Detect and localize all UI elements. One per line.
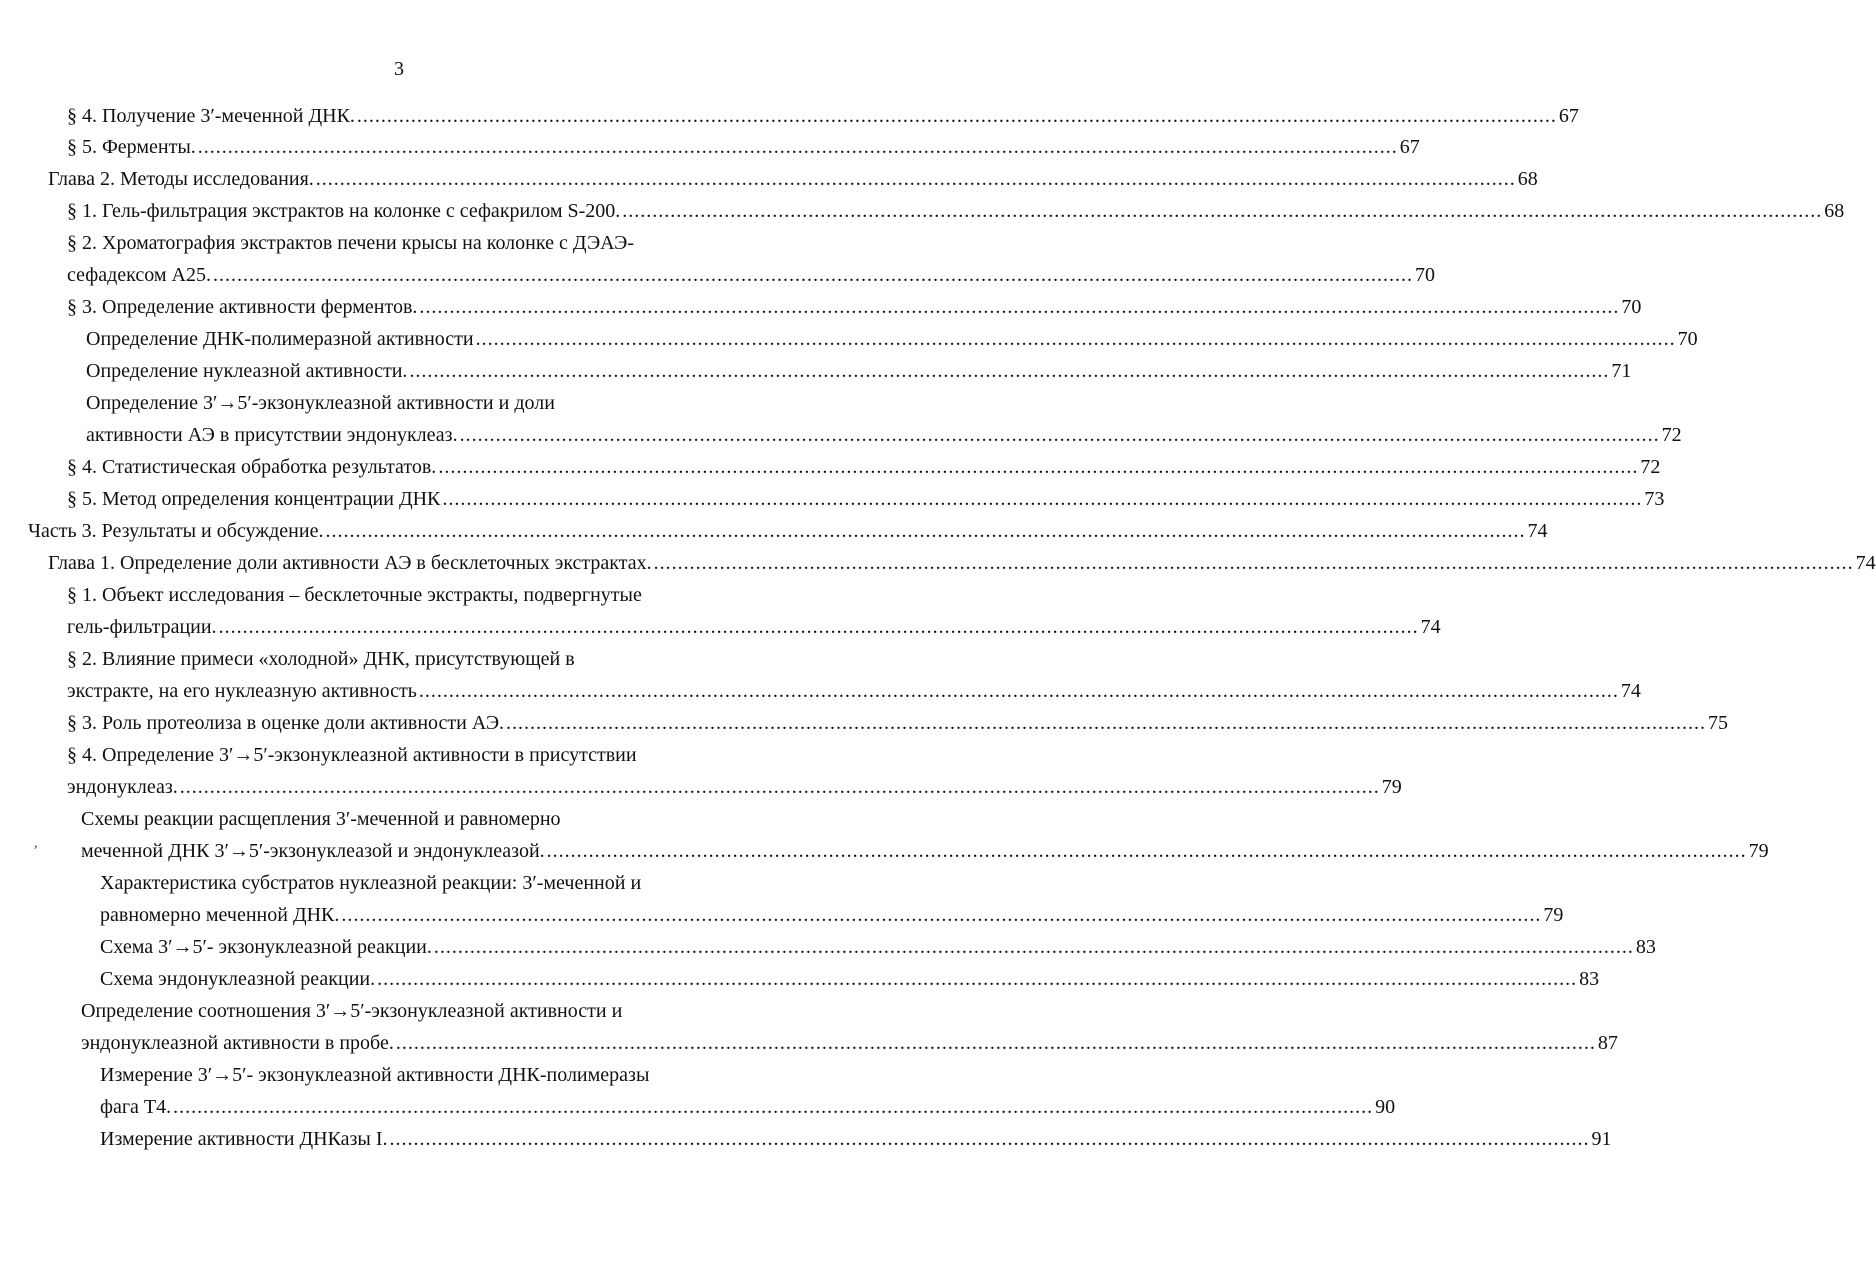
toc-entry-title: Определение ДНК-полимеразной активности xyxy=(86,328,474,350)
toc-entry-title: эндонуклеазной активности в пробе. xyxy=(81,1032,394,1054)
toc-entry xyxy=(67,453,1661,481)
dot-leader: ........................................................................................................................................................................................................ xyxy=(546,840,1747,862)
toc-entry-title: § 4. Определение 3′→5′-экзонуклеазной активности в присутствии xyxy=(67,744,637,766)
toc-entry xyxy=(100,1125,1612,1153)
dot-leader: ........................................................................................................................................................................................................ xyxy=(341,904,1542,926)
toc-entry-title: § 2. Влияние примеси «холодной» ДНК, присутствующей в xyxy=(67,648,575,670)
dot-leader: ........................................................................................................................................................................................................ xyxy=(419,296,1620,318)
toc-entry-title: равномерно меченной ДНК. xyxy=(100,904,340,926)
toc-entry-page: 70 xyxy=(1677,328,1698,350)
toc-entry xyxy=(67,677,1641,705)
toc-entry xyxy=(86,325,1698,353)
toc-entry xyxy=(67,741,637,769)
toc-entry-page: 74 xyxy=(1527,520,1548,542)
toc-entry-title: § 1. Гель-фильтрация экстрактов на колонке с сефакрилом S-200. xyxy=(67,200,621,222)
toc-entry-title: § 5. Метод определения концентрации ДНК xyxy=(67,488,441,510)
toc-entry-page: 90 xyxy=(1375,1096,1396,1118)
dot-leader: ........................................................................................................................................................................................................ xyxy=(459,424,1660,446)
toc-entry xyxy=(86,357,1632,385)
toc-entry-page: 74 xyxy=(1855,552,1876,574)
toc-entry-page: 68 xyxy=(1824,200,1845,222)
dot-leader: ........................................................................................................................................................................................................ xyxy=(356,105,1557,127)
dot-leader: ........................................................................................................................................................................................................ xyxy=(433,936,1634,958)
toc-entry-title: Определение соотношения 3′→5′-экзонуклеазной активности и xyxy=(81,1000,623,1022)
toc-entry-title: § 4. Получение 3′-меченной ДНК. xyxy=(67,105,355,127)
toc-entry xyxy=(67,261,1435,289)
toc-entry-title: Определение 3′→5′-экзонуклеазной активности и доли xyxy=(86,392,555,414)
dot-leader: ........................................................................................................................................................................................................ xyxy=(506,712,1707,734)
toc-entry xyxy=(67,581,642,609)
toc-entry-page: 75 xyxy=(1708,712,1729,734)
toc-entry-title: гель-фильтрации. xyxy=(67,616,217,638)
dot-leader: ........................................................................................................................................................................................................ xyxy=(389,1128,1590,1150)
dot-leader: ........................................................................................................................................................................................................ xyxy=(409,360,1610,382)
toc-entry xyxy=(67,197,1845,225)
toc-entry xyxy=(81,997,622,1025)
toc-entry-title: § 1. Объект исследования – бесклеточные экстракты, подвергнутые xyxy=(67,584,642,606)
toc-entry xyxy=(67,773,1402,801)
toc-entry-title: фага Т4. xyxy=(100,1096,172,1118)
dot-leader: ........................................................................................................................................................................................................ xyxy=(418,680,1619,702)
toc-entry-title: Измерение 3′→5′- экзонуклеазной активности ДНК-полимеразы xyxy=(100,1064,650,1086)
toc-entry-title: Определение нуклеазной активности. xyxy=(86,360,408,382)
toc-entry-page: 79 xyxy=(1543,904,1564,926)
toc-entry-page: 91 xyxy=(1591,1128,1612,1150)
toc-entry-title: § 3. Определение активности ферментов. xyxy=(67,296,418,318)
dot-leader: ........................................................................................................................................................................................................ xyxy=(218,616,1419,638)
toc-entry xyxy=(100,901,1564,929)
toc-entry-title: меченной ДНК 3′→5′-экзонуклеазой и эндонуклеазой. xyxy=(81,840,545,862)
dot-leader: ........................................................................................................................................................................................................ xyxy=(197,136,1398,158)
dot-leader: ........................................................................................................................................................................................................ xyxy=(442,488,1643,510)
toc-entry xyxy=(100,965,1600,993)
dot-leader: ........................................................................................................................................................................................................ xyxy=(315,168,1516,190)
toc-entry-page: 79 xyxy=(1381,776,1402,798)
toc-entry xyxy=(100,1061,649,1089)
toc-entry-page: 83 xyxy=(1579,968,1600,990)
toc-entry-title: сефадексом А25. xyxy=(67,264,211,286)
toc-entry xyxy=(48,165,1538,193)
dot-leader: ........................................................................................................................................................................................................ xyxy=(173,1096,1374,1118)
toc-entry-page: 70 xyxy=(1621,296,1642,318)
toc-entry xyxy=(100,1093,1396,1121)
toc-entry xyxy=(67,645,575,673)
toc-entry-page: 72 xyxy=(1640,456,1661,478)
toc-entry-page: 83 xyxy=(1635,936,1656,958)
toc-entry xyxy=(81,805,561,833)
toc-entry-page: 67 xyxy=(1558,105,1579,127)
toc-entry-title: Схемы реакции расщепления 3′-меченной и равномерно xyxy=(81,808,561,830)
dot-leader: ........................................................................................................................................................................................................ xyxy=(212,264,1413,286)
toc-entry-title: § 5. Ферменты. xyxy=(67,136,196,158)
dot-leader: ........................................................................................................................................................................................................ xyxy=(377,968,1578,990)
toc-entry xyxy=(100,933,1656,961)
toc-entry-title: Часть 3. Результаты и обсуждение. xyxy=(28,520,324,542)
toc-entry xyxy=(67,709,1729,737)
toc-entry-page: 74 xyxy=(1620,680,1641,702)
toc-entry-page: 73 xyxy=(1644,488,1665,510)
toc-entry xyxy=(67,102,1579,130)
toc-entry-title: Схема эндонуклеазной реакции. xyxy=(100,968,376,990)
toc-entry-page: 71 xyxy=(1611,360,1632,382)
toc-entry xyxy=(81,1029,1618,1057)
toc-entry xyxy=(100,869,641,897)
toc-entry-page: 72 xyxy=(1661,424,1682,446)
toc-entry-title: § 3. Роль протеолиза в оценке доли активности АЭ. xyxy=(67,712,505,734)
dot-leader: ........................................................................................................................................................................................................ xyxy=(622,200,1823,222)
toc-entry-page: 67 xyxy=(1399,136,1420,158)
dot-leader: ........................................................................................................................................................................................................ xyxy=(395,1032,1596,1054)
dot-leader: ........................................................................................................................................................................................................ xyxy=(475,328,1676,350)
toc-entry xyxy=(67,485,1665,513)
scan-mark: , xyxy=(34,836,38,851)
toc-entry xyxy=(67,133,1420,161)
dot-leader: ........................................................................................................................................................................................................ xyxy=(325,520,1526,542)
toc-entry xyxy=(86,389,555,417)
dot-leader: ........................................................................................................................................................................................................ xyxy=(179,776,1380,798)
toc-entry xyxy=(86,421,1682,449)
toc-entry-title: § 4. Статистическая обработка результатов. xyxy=(67,456,437,478)
toc-entry xyxy=(67,229,634,257)
toc-entry-title: Глава 1. Определение доли активности АЭ в бесклеточных экстрактах. xyxy=(48,552,652,574)
toc-entry xyxy=(67,293,1642,321)
toc-entry-title: Глава 2. Методы исследования. xyxy=(48,168,314,190)
toc-entry-page: 87 xyxy=(1597,1032,1618,1054)
toc-entry xyxy=(48,549,1876,577)
toc-entry-title: экстракте, на его нуклеазную активность xyxy=(67,680,417,702)
toc-entry-title: эндонуклеаз. xyxy=(67,776,178,798)
toc-entry-title: Схема 3′→5′- экзонуклеазной реакции. xyxy=(100,936,432,958)
toc-entry-title: § 2. Хроматография экстрактов печени крысы на колонке с ДЭАЭ- xyxy=(67,232,634,254)
page-number: 3 xyxy=(394,58,404,80)
toc-entry-title: активности АЭ в присутствии эндонуклеаз. xyxy=(86,424,458,446)
toc-entry-title: Измерение активности ДНКазы I. xyxy=(100,1128,388,1150)
dot-leader: ........................................................................................................................................................................................................ xyxy=(438,456,1639,478)
toc-entry xyxy=(67,613,1441,641)
toc-entry xyxy=(28,517,1548,545)
toc-entry-page: 79 xyxy=(1748,840,1769,862)
toc-entry-page: 68 xyxy=(1517,168,1538,190)
toc-entry-title: Характеристика субстратов нуклеазной реакции: 3′-меченной и xyxy=(100,872,642,894)
toc-entry-page: 74 xyxy=(1420,616,1441,638)
dot-leader: ........................................................................................................................................................................................................ xyxy=(653,552,1854,574)
toc-entry xyxy=(81,837,1769,865)
toc-entry-page: 70 xyxy=(1414,264,1435,286)
